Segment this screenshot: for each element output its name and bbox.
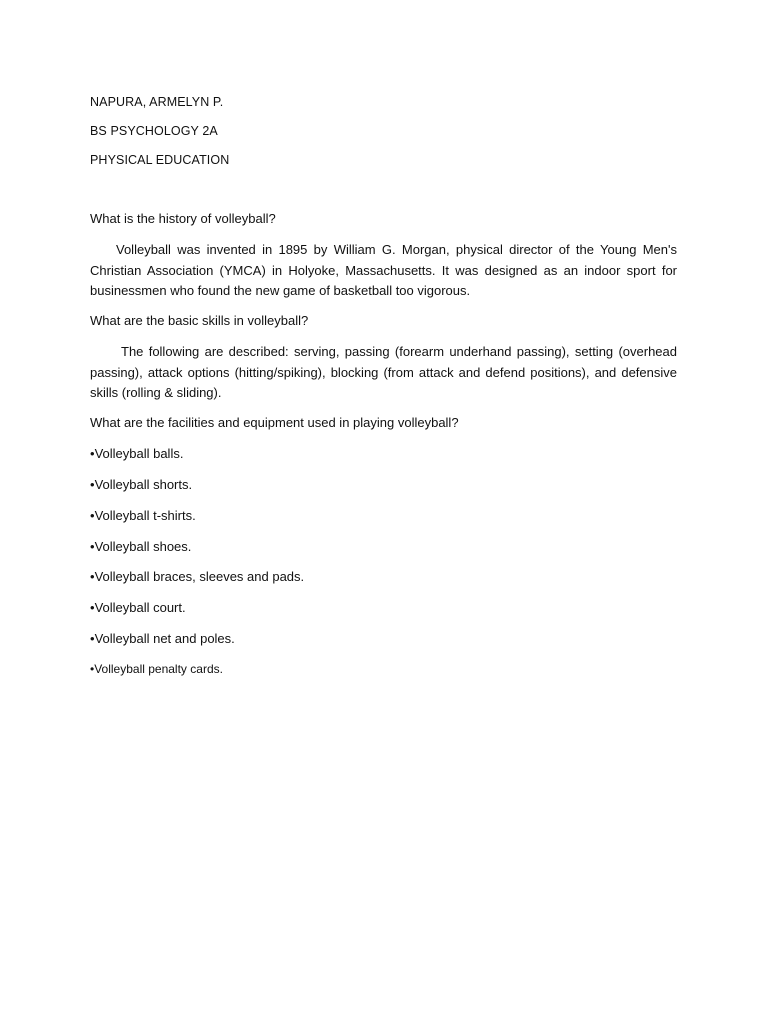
question-history: What is the history of volleyball?	[90, 211, 276, 226]
bullet-icon: •	[90, 662, 95, 676]
bullet-icon: •	[90, 600, 95, 615]
list-item	[90, 539, 191, 554]
list-item-label: Volleyball court.	[94, 600, 186, 615]
list-item-label: Volleyball t-shirts.	[94, 508, 196, 523]
answer-history: Volleyball was invented in 1895 by William G. Morgan, physical director of the Young Men's Christian Association (YMCA) in Holyoke, Massachusetts. It was designed as an indoor sport for businessmen who found the new game of basketball too vigorous.	[90, 242, 677, 298]
bullet-icon: •	[90, 508, 95, 523]
answer-skills: The following are described: serving, passing (forearm underhand passing), setting (overhead passing), attack options (hitting/spiking), blocking (from attack and defend positions), and defensive skills (rolling & sliding).	[90, 344, 677, 400]
question-equipment: What are the facilities and equipment used in playing volleyball?	[90, 415, 459, 430]
list-item-label: Volleyball shorts.	[94, 477, 193, 492]
list-item-label: Volleyball balls.	[94, 446, 184, 461]
list-item	[90, 600, 186, 615]
list-item-label: Volleyball net and poles.	[94, 631, 235, 646]
list-item	[90, 662, 223, 676]
list-item-label: Volleyball shoes.	[94, 539, 192, 554]
bullet-icon: •	[90, 631, 95, 646]
list-item	[90, 569, 304, 584]
student-name: NAPURA, ARMELYN P.	[90, 95, 224, 109]
bullet-icon: •	[90, 569, 95, 584]
bullet-icon: •	[90, 477, 95, 492]
list-item	[90, 508, 196, 523]
subject-title: PHYSICAL EDUCATION	[90, 153, 230, 167]
list-item-label: Volleyball braces, sleeves and pads.	[94, 569, 305, 584]
bullet-icon: •	[90, 539, 95, 554]
list-item-label: Volleyball penalty cards.	[94, 662, 223, 676]
list-item	[90, 631, 235, 646]
course-section: BS PSYCHOLOGY 2A	[90, 124, 218, 138]
bullet-icon: •	[90, 446, 95, 461]
list-item	[90, 446, 183, 461]
list-item	[90, 477, 192, 492]
question-skills: What are the basic skills in volleyball?	[90, 313, 309, 328]
